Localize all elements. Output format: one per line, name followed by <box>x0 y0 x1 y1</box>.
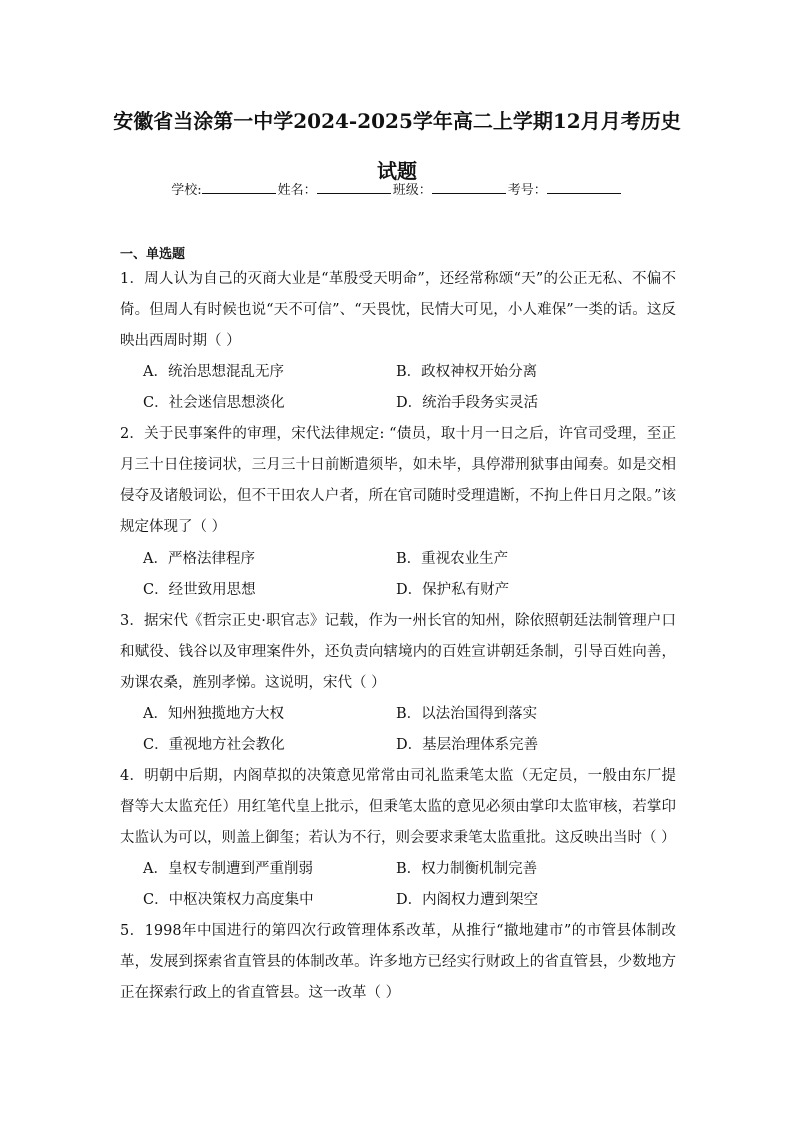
q3-option-d[interactable]: D．基层治理体系完善 <box>396 737 539 753</box>
name-label: 姓名： <box>277 183 317 198</box>
q3-option-b[interactable]: B．以法治国得到落实 <box>396 706 538 722</box>
q2-option-b[interactable]: B．重视农业生产 <box>396 551 509 567</box>
exam-no-blank[interactable] <box>547 180 621 194</box>
question-2-stem: 2．关于民事案件的审理，宋代法律规定: “债员，取十月一日之后，许官司受理，至正月三十日住接词状，三月三十日前断遣须毕，如未毕，具停滞刑狱事由闻奏。如是交相侵夺及诸般词讼，但不干田农人户者，所在官司随时受理遣断，不拘上件日月之限。”该规定体现了（ ） <box>120 426 676 535</box>
q4-option-a[interactable]: A．皇权专制遭到严重削弱 <box>143 861 313 877</box>
question-2-options <box>143 544 663 606</box>
q4-option-b[interactable]: B．权力制衡机制完善 <box>396 861 538 877</box>
name-blank[interactable] <box>317 180 391 194</box>
q2-option-d[interactable]: D．保护私有财产 <box>396 582 510 598</box>
question-1-stem: 1．周人认为自己的灭商大业是“革殷受天明命”，还经常称颂“天”的公正无私、不偏不倚。但周人有时候也说“天不可信”、“天畏忱，民情大可见，小人难保”一类的话。这反映出西周时期（ ） <box>120 271 676 349</box>
question-3-options <box>143 699 663 761</box>
question-1-options <box>143 357 663 419</box>
school-blank[interactable] <box>202 180 276 194</box>
q1-option-a[interactable]: A．统治思想混乱无序 <box>143 364 284 380</box>
school-label: 学校: <box>171 183 202 198</box>
q1-option-c[interactable]: C．社会迷信思想淡化 <box>143 395 285 411</box>
q2-option-a[interactable]: A．严格法律程序 <box>143 551 255 567</box>
q4-option-c[interactable]: C．中枢决策权力高度集中 <box>143 892 314 908</box>
q3-option-c[interactable]: C．重视地方社会教化 <box>143 737 285 753</box>
student-info-line <box>0 180 794 201</box>
title-line-1: 安徽省当涂第一中学2024-2025学年高二上学期12月月考历史 <box>113 109 681 133</box>
class-blank[interactable] <box>432 180 506 194</box>
question-5-stem: 5．1998年中国进行的第四次行政管理体系改革，从推行“撤地建市”的市管县体制改革，发展到探索省直管县的体制改革。许多地方已经实行财政上的省直管县，少数地方正在探索行政上的省直管县。这一改革（ ） <box>120 923 676 1001</box>
section-heading: 一、单选题 <box>120 247 186 262</box>
exam-no-label: 考号： <box>507 183 547 198</box>
q2-option-c[interactable]: C．经世致用思想 <box>143 582 256 598</box>
question-4-options <box>143 854 663 916</box>
q1-option-d[interactable]: D．统治手段务实灵活 <box>396 395 539 411</box>
question-3-stem: 3．据宋代《哲宗正史·职官志》记载，作为一州长官的知州，除依照朝廷法制管理户口和赋役、钱谷以及审理案件外，还负责向辖境内的百姓宣讲朝廷条制，引导百姓向善，劝课农桑，旌别孝悌。这说明，宋代（ ） <box>120 613 676 691</box>
title-line-2: 试题 <box>377 159 417 183</box>
class-label: 班级： <box>392 183 432 198</box>
q4-option-d[interactable]: D．内阁权力遭到架空 <box>396 892 539 908</box>
question-4-stem: 4．明朝中后期，内阁草拟的决策意见常常由司礼监秉笔太监（无定员，一般由东厂提督等大太监充任）用红笔代皇上批示，但秉笔太监的意见必须由掌印太监审核，若掌印太监认为可以，则盖上御玺；若认为不行，则会要求秉笔太监重批。这反映出当时（ ） <box>120 768 676 846</box>
q3-option-a[interactable]: A．知州独揽地方大权 <box>143 706 284 722</box>
q1-option-b[interactable]: B．政权神权开始分离 <box>396 364 538 380</box>
